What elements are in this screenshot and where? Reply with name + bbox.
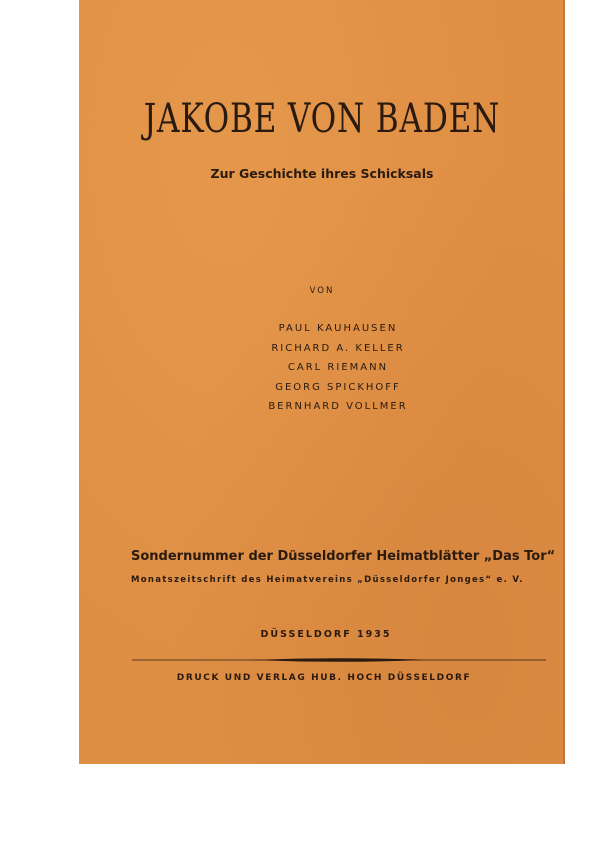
author-name: PAUL KAUHAUSEN [278, 323, 398, 334]
decorative-rule [132, 657, 546, 663]
author-list [79, 319, 565, 417]
special-issue-line: Sondernummer der Düsseldorfer Heimatblätter „Das Tor“ [131, 549, 556, 564]
author-name: RICHARD A. KELLER [271, 342, 405, 354]
monthly-magazine-line: Monatszeitschrift des Heimatvereins „Düsseldorfer Jonges“ e. V. [131, 575, 524, 585]
author-name: BERNHARD VOLLMER [268, 401, 408, 412]
author-name: CARL RIEMANN [287, 362, 389, 373]
von-label: VON [309, 286, 335, 296]
cover-title: JAKOBE VON BADEN [143, 96, 501, 142]
printer-line: DRUCK UND VERLAG HUB. HOCH DÜSSELDORF [176, 673, 472, 683]
place-year: DÜSSELDORF 1935 [260, 629, 392, 640]
author-name: GEORG SPICKHOFF [275, 381, 401, 393]
book-cover [79, 0, 565, 764]
cover-subtitle: Zur Geschichte ihres Schicksals [210, 166, 434, 181]
